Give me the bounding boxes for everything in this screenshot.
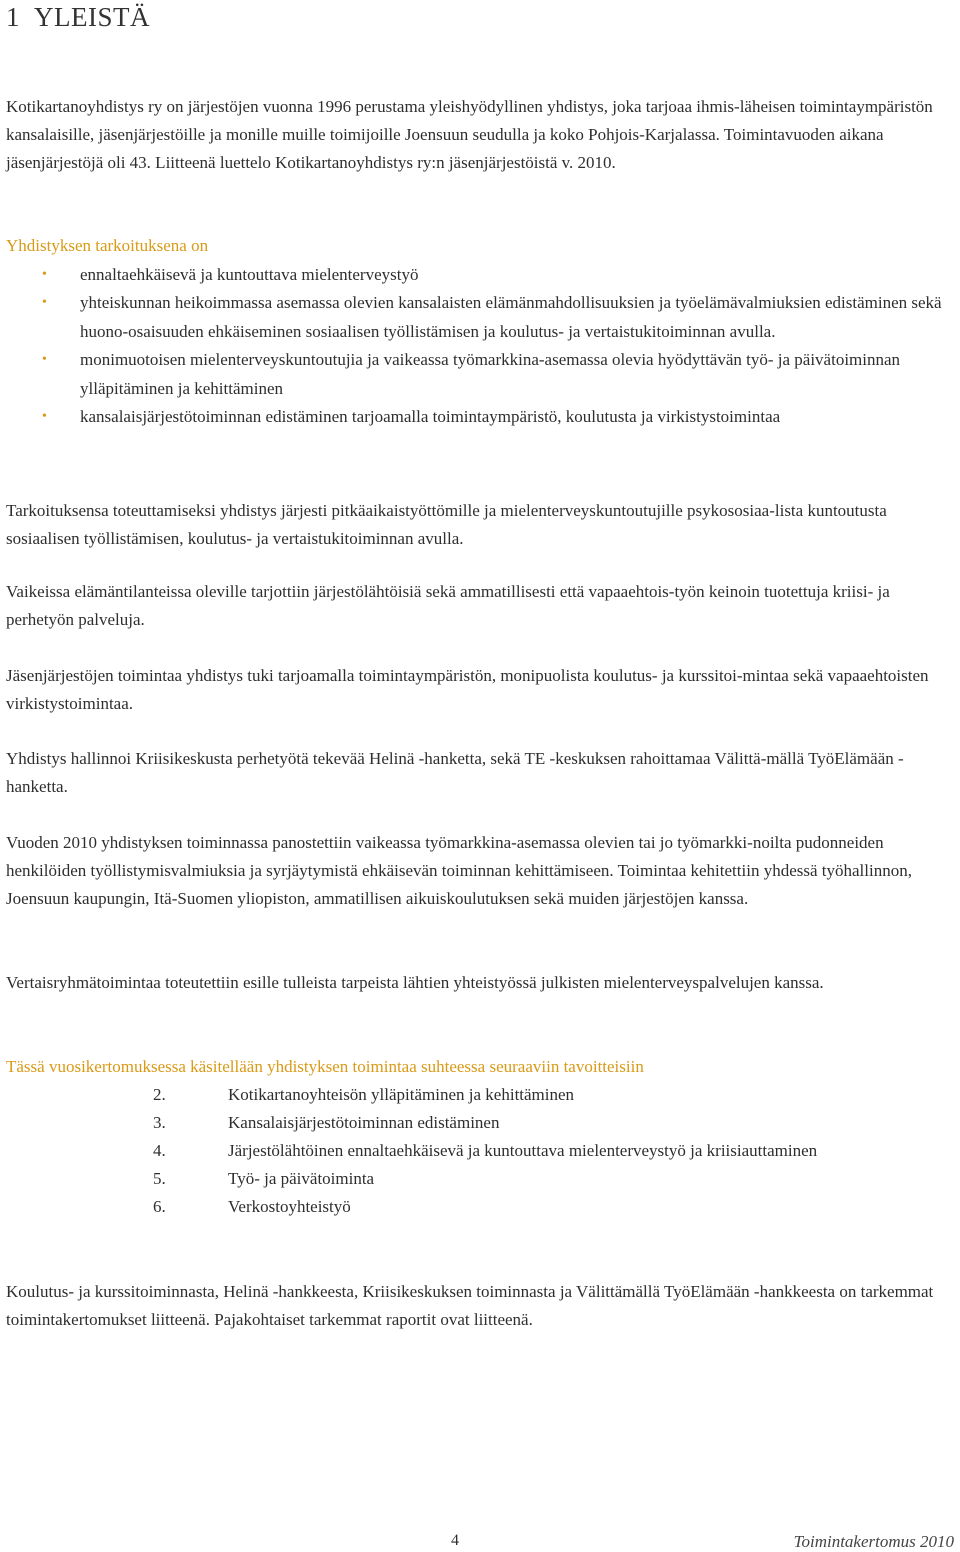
bullet-icon: • [42, 295, 47, 310]
paragraph: Yhdistys hallinnoi Kriisikeskusta perhetyötä tekevää Helinä -hanketta, sekä TE -keskuksen rahoittamaa Välittä-mällä TyöElämään -hanketta. [6, 749, 904, 796]
paragraph: Jäsenjärjestöjen toimintaa yhdistys tuki tarjoamalla toimintaympäristön, monipuolista koulutus- ja kurssitoi-mintaa sekä vapaaehtoisten virkistystoimintaa. [6, 666, 929, 713]
purpose-item: • monimuotoisen mielenterveyskuntoutujia ja vaikeassa työmarkkina-asemassa olevia hyödyttävän työ- ja päivätoiminnan ylläpitäminen ja kehittäminen [6, 346, 956, 403]
purpose-item: • yhteiskunnan heikoimmassa asemassa olevien kansalaisten elämänmahdollisuuksien ja työelämävalmiuksien edistäminen sekä huono-osaisuuden ehkäiseminen sosiaalisen työllistämisen ja koulutus- ja vertaistukitoiminnan avulla. [6, 289, 956, 346]
goal-item: 6. Verkostoyhteistyö [153, 1197, 351, 1216]
closing-paragraph: Koulutus- ja kurssitoiminnasta, Helinä -hankkeesta, Kriisikeskuksen toiminnasta ja Välittämällä TyöElämään -hankkeesta on tarkemmat toimintakertomukset liitteenä. Pajakohtaiset tarkemmat raportit ovat liitteenä. [6, 1282, 934, 1329]
purpose-item: • ennaltaehkäisevä ja kuntouttava mielenterveystyö [6, 261, 956, 290]
page-number: 4 [451, 1532, 459, 1549]
section-title: YLEISTÄ [34, 2, 150, 32]
paragraph: Vuoden 2010 yhdistyksen toiminnassa panostettiin vaikeassa työmarkkina-asemassa olevien tai jo työmarkki-noilta pudonneiden henkilöiden työllistymisvalmiuksia ja syrjäytymistä ehkäisevän toiminnan kehittämiseen. Toimintaa kehitettiin yhdessä työhallinnon, Joensuun kaupungin, Itä-Suomen yliopiston, ammatillisen aikuiskoulutuksen sekä muiden järjestöjen kanssa. [6, 833, 912, 908]
goal-item: 4. Järjestölähtöinen ennaltaehkäisevä ja kuntouttava mielenterveystyö ja kriisiauttaminen [153, 1141, 818, 1160]
intro-paragraph: Kotikartanoyhdistys ry on järjestöjen vuonna 1996 perustama yleishyödyllinen yhdistys, joka tarjoaa ihmis-läheisen toimintaympäristön kansalaisille, jäsenjärjestöille ja monille muille toimijoille Joensuun seudulla ja koko Pohjois-Karjalassa. Toimintavuoden aikana jäsenjärjestöjä oli 43. Liitteenä luettelo Kotikartanoyhdistys ry:n jäsenjärjestöistä v. 2010. [6, 97, 933, 172]
paragraph: Vaikeissa elämäntilanteissa oleville tarjottiin järjestölähtöisiä sekä ammatillisesti että vapaaehtois-työn keinoin tuotettuja kriisi- ja perhetyön palveluja. [6, 582, 890, 629]
purpose-block [6, 232, 956, 432]
goal-item: 2. Kotikartanoyhteisön ylläpitäminen ja kehittäminen [153, 1085, 575, 1104]
bullet-icon: • [42, 266, 47, 282]
goals-list [153, 1081, 853, 1221]
footer-document-title: Toimintakertomus 2010 [793, 1532, 954, 1551]
section-heading [6, 2, 150, 33]
paragraph: Tarkoituksensa toteuttamiseksi yhdistys järjesti pitkäaikaistyöttömille ja mielenterveyskuntoutujille psykososiaa-lista kuntoutusta sosiaalisen työllistämisen, koulutus- ja vertaistukitoiminnan avulla. [6, 501, 887, 548]
bullet-icon: • [42, 409, 47, 424]
purpose-item: • kansalaisjärjestötoiminnan edistäminen tarjoamalla toimintaympäristö, koulutusta ja virkistystoimintaa [6, 403, 956, 432]
purpose-title: Yhdistyksen tarkoituksena on [6, 236, 209, 255]
goal-item: 5. Työ- ja päivätoiminta [153, 1169, 375, 1188]
goals-title: Tässä vuosikertomuksessa käsitellään yhdistyksen toimintaa suhteessa seuraaviin tavoitteisiin [6, 1057, 644, 1076]
section-number: 1 [6, 2, 20, 32]
goal-item: 3. Kansalaisjärjestötoiminnan edistäminen [153, 1113, 500, 1132]
paragraph: Vertaisryhmätoimintaa toteutettiin esille tulleista tarpeista lähtien yhteistyössä julkisten mielenterveyspalvelujen kanssa. [6, 973, 824, 992]
bullet-icon: • [42, 352, 47, 367]
